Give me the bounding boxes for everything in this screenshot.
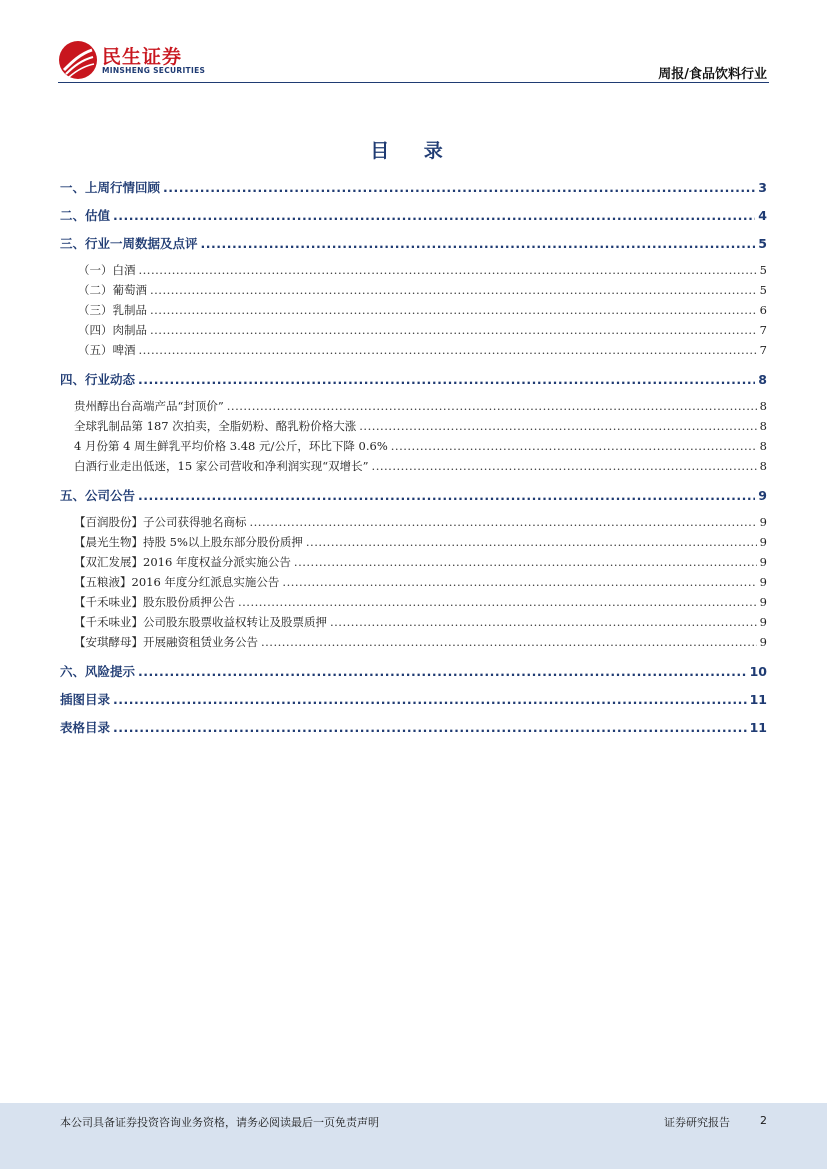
toc-entry-page: 9 [759, 635, 767, 649]
toc-entry[interactable] [60, 662, 767, 680]
toc-leader-dots [138, 372, 755, 387]
toc-entry-text: 五、公司公告 [60, 488, 136, 503]
toc-leader-dots [391, 439, 757, 453]
header-divider [58, 82, 769, 83]
toc-entry-text: 四、行业动态 [60, 372, 136, 387]
toc-entry-page: 11 [749, 692, 767, 707]
toc-leader-dots [250, 515, 757, 529]
toc-entry-text: 【安琪酵母】开展融资租赁业务公告 [74, 635, 258, 649]
toc-leader-dots [138, 488, 755, 503]
toc-leader-dots [113, 692, 747, 707]
toc-entry-page: 7 [759, 343, 767, 357]
footer-doc-type: 证券研究报告 [664, 1116, 730, 1129]
toc-leader-dots [330, 615, 757, 629]
toc-entry[interactable] [60, 690, 767, 708]
toc-entry-page: 9 [759, 575, 767, 589]
toc-entry-text: 一、上周行情回顾 [60, 180, 161, 195]
toc-leader-dots [201, 236, 756, 251]
toc-entry[interactable] [60, 458, 767, 474]
toc-leader-dots [113, 720, 747, 735]
toc-entry-text: 插图目录 [60, 692, 111, 707]
toc-entry[interactable] [60, 418, 767, 434]
company-logo [58, 40, 218, 80]
toc-entry-page: 5 [759, 283, 767, 297]
toc-entry[interactable] [60, 514, 767, 530]
toc-entry-text: 【双汇发展】2016 年度权益分派实施公告 [74, 555, 291, 569]
toc-entry-page: 9 [758, 488, 767, 503]
toc-entry-page: 4 [758, 208, 767, 223]
toc-leader-dots [138, 664, 747, 679]
toc-leader-dots [150, 283, 757, 297]
toc-leader-dots [282, 575, 756, 589]
toc-entry-text: 六、风险提示 [60, 664, 136, 679]
toc-entry-page: 3 [758, 180, 767, 195]
toc-entry-text: 4 月份第 4 周生鲜乳平均价格 3.48 元/公斤，环比下降 0.6% [74, 439, 388, 453]
toc-entry-page: 5 [758, 236, 767, 251]
toc-leader-dots [261, 635, 757, 649]
toc-entry[interactable] [60, 614, 767, 630]
toc-entry-text: 贵州醇出台高端产品“封顶价” [74, 399, 224, 413]
toc-leader-dots [150, 303, 757, 317]
footer-disclaimer: 本公司具备证券投资咨询业务资格，请务必阅读最后一页免责声明 [60, 1116, 379, 1129]
toc-entry-page: 9 [759, 515, 767, 529]
toc-entry-page: 9 [759, 595, 767, 609]
toc-leader-dots [139, 343, 757, 357]
minsheng-logo-icon [58, 40, 98, 80]
toc-entry-page: 7 [759, 323, 767, 337]
toc-entry[interactable] [60, 486, 767, 504]
toc-entry-text: 白酒行业走出低迷，15 家公司营收和净利润实现“双增长” [74, 459, 369, 473]
toc-entry-text: 【千禾味业】公司股东股票收益权转让及股票质押 [74, 615, 327, 629]
toc-entry-page: 5 [759, 263, 767, 277]
toc-entry-page: 8 [759, 459, 767, 473]
toc-leader-dots [113, 208, 755, 223]
toc-leader-dots [139, 263, 757, 277]
logo-chinese-name: 民生证券 [102, 46, 183, 68]
toc-entry-page: 6 [759, 303, 767, 317]
toc-leader-dots [294, 555, 757, 569]
toc-entry-page: 8 [759, 419, 767, 433]
toc-entry[interactable] [60, 342, 767, 358]
toc-entry[interactable] [60, 554, 767, 570]
toc-entry[interactable] [60, 282, 767, 298]
toc-entry[interactable] [60, 594, 767, 610]
toc-entry-text: 表格目录 [60, 720, 111, 735]
toc-leader-dots [163, 180, 755, 195]
toc-entry[interactable] [60, 206, 767, 224]
toc-entry-text: 三、行业一周数据及点评 [60, 236, 198, 251]
toc-entry-text: 【五粮液】2016 年度分红派息实施公告 [74, 575, 280, 589]
toc-entry[interactable] [60, 370, 767, 388]
toc-entry[interactable] [60, 322, 767, 338]
toc-entry[interactable] [60, 534, 767, 550]
toc-entry-text: （五）啤酒 [78, 343, 136, 357]
toc-leader-dots [227, 399, 757, 413]
toc-leader-dots [359, 419, 756, 433]
toc-entry[interactable] [60, 302, 767, 318]
toc-leader-dots [306, 535, 757, 549]
toc-entry[interactable] [60, 262, 767, 278]
toc-entry[interactable] [60, 634, 767, 650]
toc-leader-dots [150, 323, 757, 337]
toc-entry-text: 【晨光生物】持股 5%以上股东部分股份质押 [74, 535, 303, 549]
toc-entry-page: 9 [759, 615, 767, 629]
toc-entry-text: 全球乳制品第 187 次拍卖，全脂奶粉、酪乳粉价格大涨 [74, 419, 357, 433]
toc-leader-dots [238, 595, 757, 609]
toc-entry-page: 8 [758, 372, 767, 387]
report-type-label: 周报/食品饮料行业 [658, 67, 767, 82]
toc-entry-text: （二）葡萄酒 [78, 283, 147, 297]
toc-entry-text: 【千禾味业】股东股份质押公告 [74, 595, 235, 609]
toc-entry-text: （四）肉制品 [78, 323, 147, 337]
toc-entry-text: （三）乳制品 [78, 303, 147, 317]
toc-entry[interactable] [60, 438, 767, 454]
toc-entry-text: 【百润股份】子公司获得驰名商标 [74, 515, 247, 529]
toc-leader-dots [372, 459, 757, 473]
toc-entry-page: 10 [749, 664, 767, 679]
toc-entry[interactable] [60, 178, 767, 196]
toc-title: 目 录 [370, 140, 457, 162]
toc-entry-page: 11 [749, 720, 767, 735]
toc-entry-text: （一）白酒 [78, 263, 136, 277]
toc-entry[interactable] [60, 574, 767, 590]
toc-entry-page: 9 [759, 555, 767, 569]
footer-page-number: 2 [760, 1114, 767, 1127]
toc-entry[interactable] [60, 718, 767, 736]
toc-entry[interactable] [60, 398, 767, 414]
page-footer [0, 1103, 827, 1169]
toc-entry-page: 9 [759, 535, 767, 549]
page-header [0, 0, 827, 90]
toc-entry-text: 二、估值 [60, 208, 111, 223]
toc-entry-page: 8 [759, 439, 767, 453]
logo-english-name: MINSHENG SECURITIES [102, 66, 206, 75]
toc-entry-page: 8 [759, 399, 767, 413]
toc-entry[interactable] [60, 234, 767, 252]
